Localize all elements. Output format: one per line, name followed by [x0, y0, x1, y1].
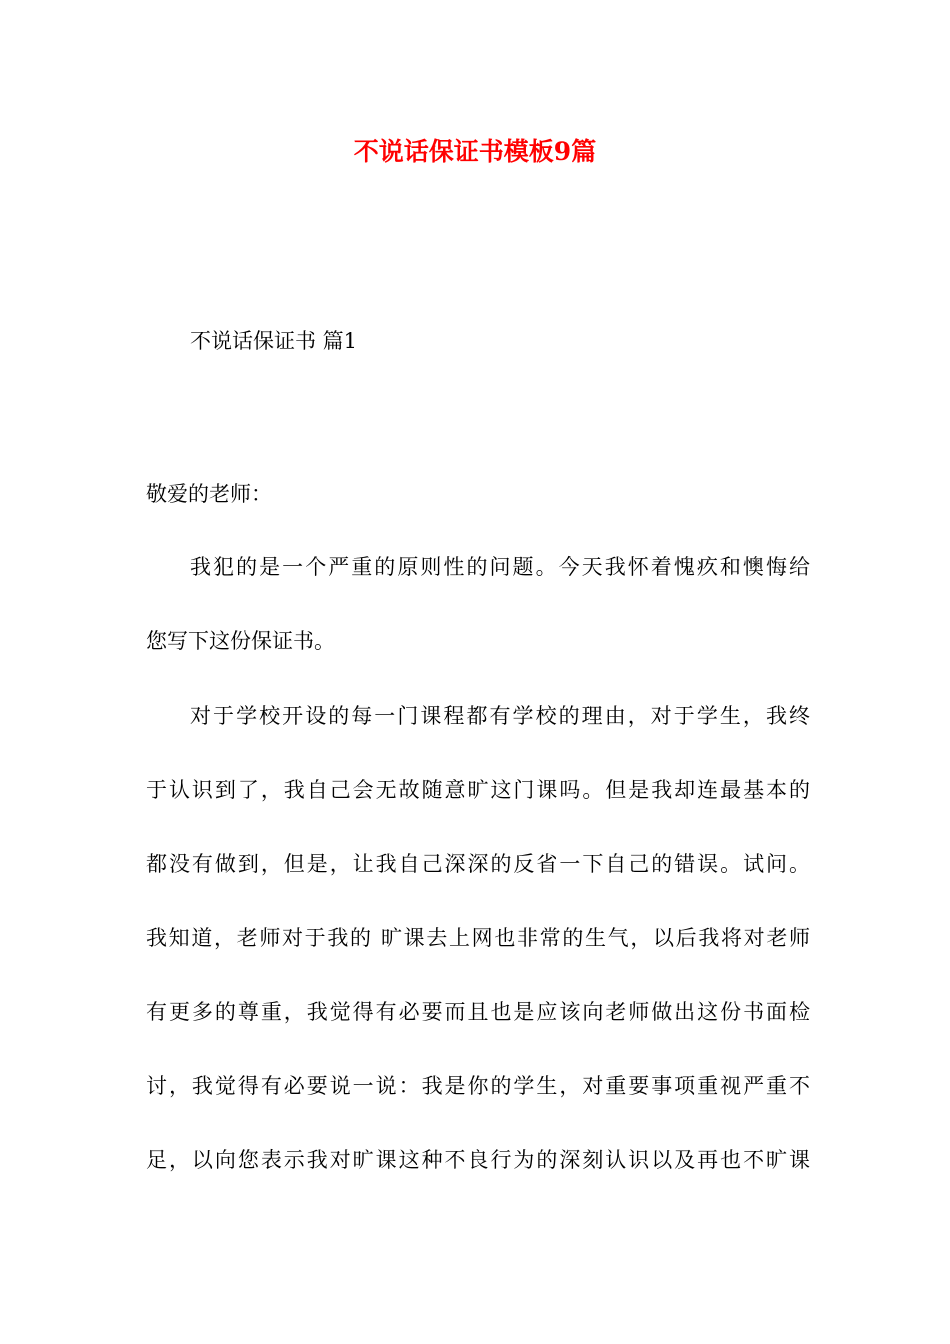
salutation: 敬爱的老师： — [146, 482, 272, 506]
paragraph-line: 都没有做到，但是，让我自己深深的反省一下自己的错误。试问。 — [146, 852, 810, 876]
paragraph-line: 我知道，老师对于我的 旷课去上网也非常的生气，以后我将对老师 — [146, 926, 810, 950]
paragraph-line: 于认识到了，我自己会无故随意旷这门课吗。但是我却连最基本的 — [146, 778, 810, 802]
paragraph-line: 我犯的是一个严重的原则性的问题。今天我怀着愧疚和懊悔给 — [190, 555, 810, 579]
paragraph-line: 您写下这份保证书。 — [146, 629, 335, 653]
paragraph-line: 有更多的尊重，我觉得有必要而且也是应该向老师做出这份书面检 — [146, 1000, 810, 1024]
paragraph-2 — [146, 700, 810, 1218]
paragraph-line: 足，以向您表示我对旷课这种不良行为的深刻认识以及再也不旷课 — [146, 1148, 810, 1172]
paragraph-line: 对于学校开设的每一门课程都有学校的理由，对于学生，我终 — [190, 704, 810, 728]
paragraph-1 — [146, 551, 810, 699]
section-heading: 不说话保证书 篇1 — [190, 329, 358, 353]
document-title: 不说话保证书模板9篇 — [353, 137, 597, 166]
paragraph-line: 讨，我觉得有必要说一说：我是你的学生，对重要事项重视严重不 — [146, 1074, 810, 1098]
